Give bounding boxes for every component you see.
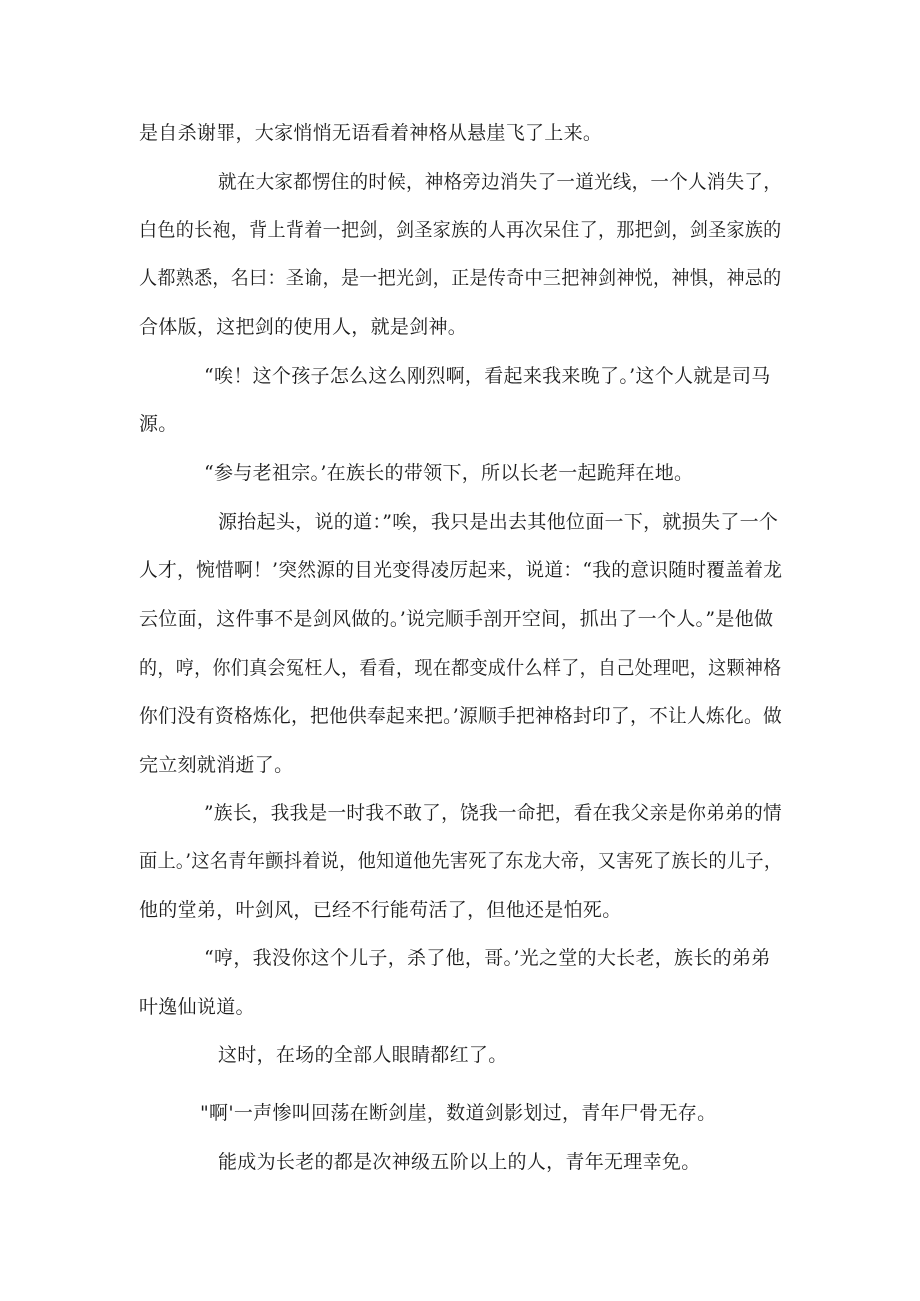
text-line: 云位面，这件事不是剑风做的。’说完顺手剖开空间，抓出了一个人。”是他做 xyxy=(139,608,774,630)
text-line: 面上。’这名青年颤抖着说，他知道他先害死了东龙大帝，又害死了族长的儿子， xyxy=(139,850,783,872)
text-line: 的，哼，你们真会冤枉人，看看，现在都变成什么样了，自己处理吧，这颗神格 xyxy=(139,657,782,679)
text-line: 他的堂弟，叶剑风，已经不行能苟活了，但他还是怕死。 xyxy=(139,899,622,921)
text-line: “唉！这个孩子怎么这么刚烈啊，看起来我来晚了。’这个人就是司马 xyxy=(204,365,771,387)
text-line: ”族长，我我是一时我不敢了，饶我一命把，看在我父亲是你弟弟的情 xyxy=(204,802,783,824)
text-line: 源抬起头，说的道：”唉，我只是出去其他位面一下，就损失了一个 xyxy=(218,511,779,533)
text-line: 你们没有资格炼化，把他供奉起来把。’源顺手把神格封印了，不让人炼化。做 xyxy=(139,705,783,727)
text-line: “哼，我没你这个儿子，杀了他，哥。’光之堂的大长老，族长的弟弟 xyxy=(204,947,771,969)
text-line: 人都熟悉，名曰：圣谕，是一把光剑，正是传奇中三把神剑神悦，神惧，神忌的 xyxy=(139,267,782,289)
text-line: 完立刻就消逝了。 xyxy=(139,754,294,776)
text-line: 合体版，这把剑的使用人，就是剑神。 xyxy=(139,316,468,338)
text-line: 白色的长袍，背上背着一把剑，剑圣家族的人再次呆住了，那把剑，剑圣家族的 xyxy=(139,219,782,241)
text-line: 源。 xyxy=(139,413,178,435)
text-line: 是自杀谢罪，大家悄悄无语看着神格从悬崖飞了上来。 xyxy=(139,122,603,144)
text-line: “参与老祖宗。’在族长的带领下，所以长老一起跪拜在地。 xyxy=(204,462,694,484)
text-line: 能成为长老的都是次神级五阶以上的人，青年无理幸免。 xyxy=(218,1151,701,1173)
text-line: 就在大家都愣住的时候，神格旁边消失了一道光线，一个人消失了， xyxy=(218,171,783,193)
text-line: 这时，在场的全部人眼睛都红了。 xyxy=(218,1044,508,1066)
text-line: 人才，惋惜啊！’突然源的目光变得凌厉起来，说道：“我的意识随时覆盖着龙 xyxy=(139,559,783,581)
text-line: 叶逸仙说道。 xyxy=(139,996,255,1018)
text-line: "啊'一声惨叫回荡在断剑崖，数道剑影划过，青年尸骨无存。 xyxy=(200,1102,717,1124)
